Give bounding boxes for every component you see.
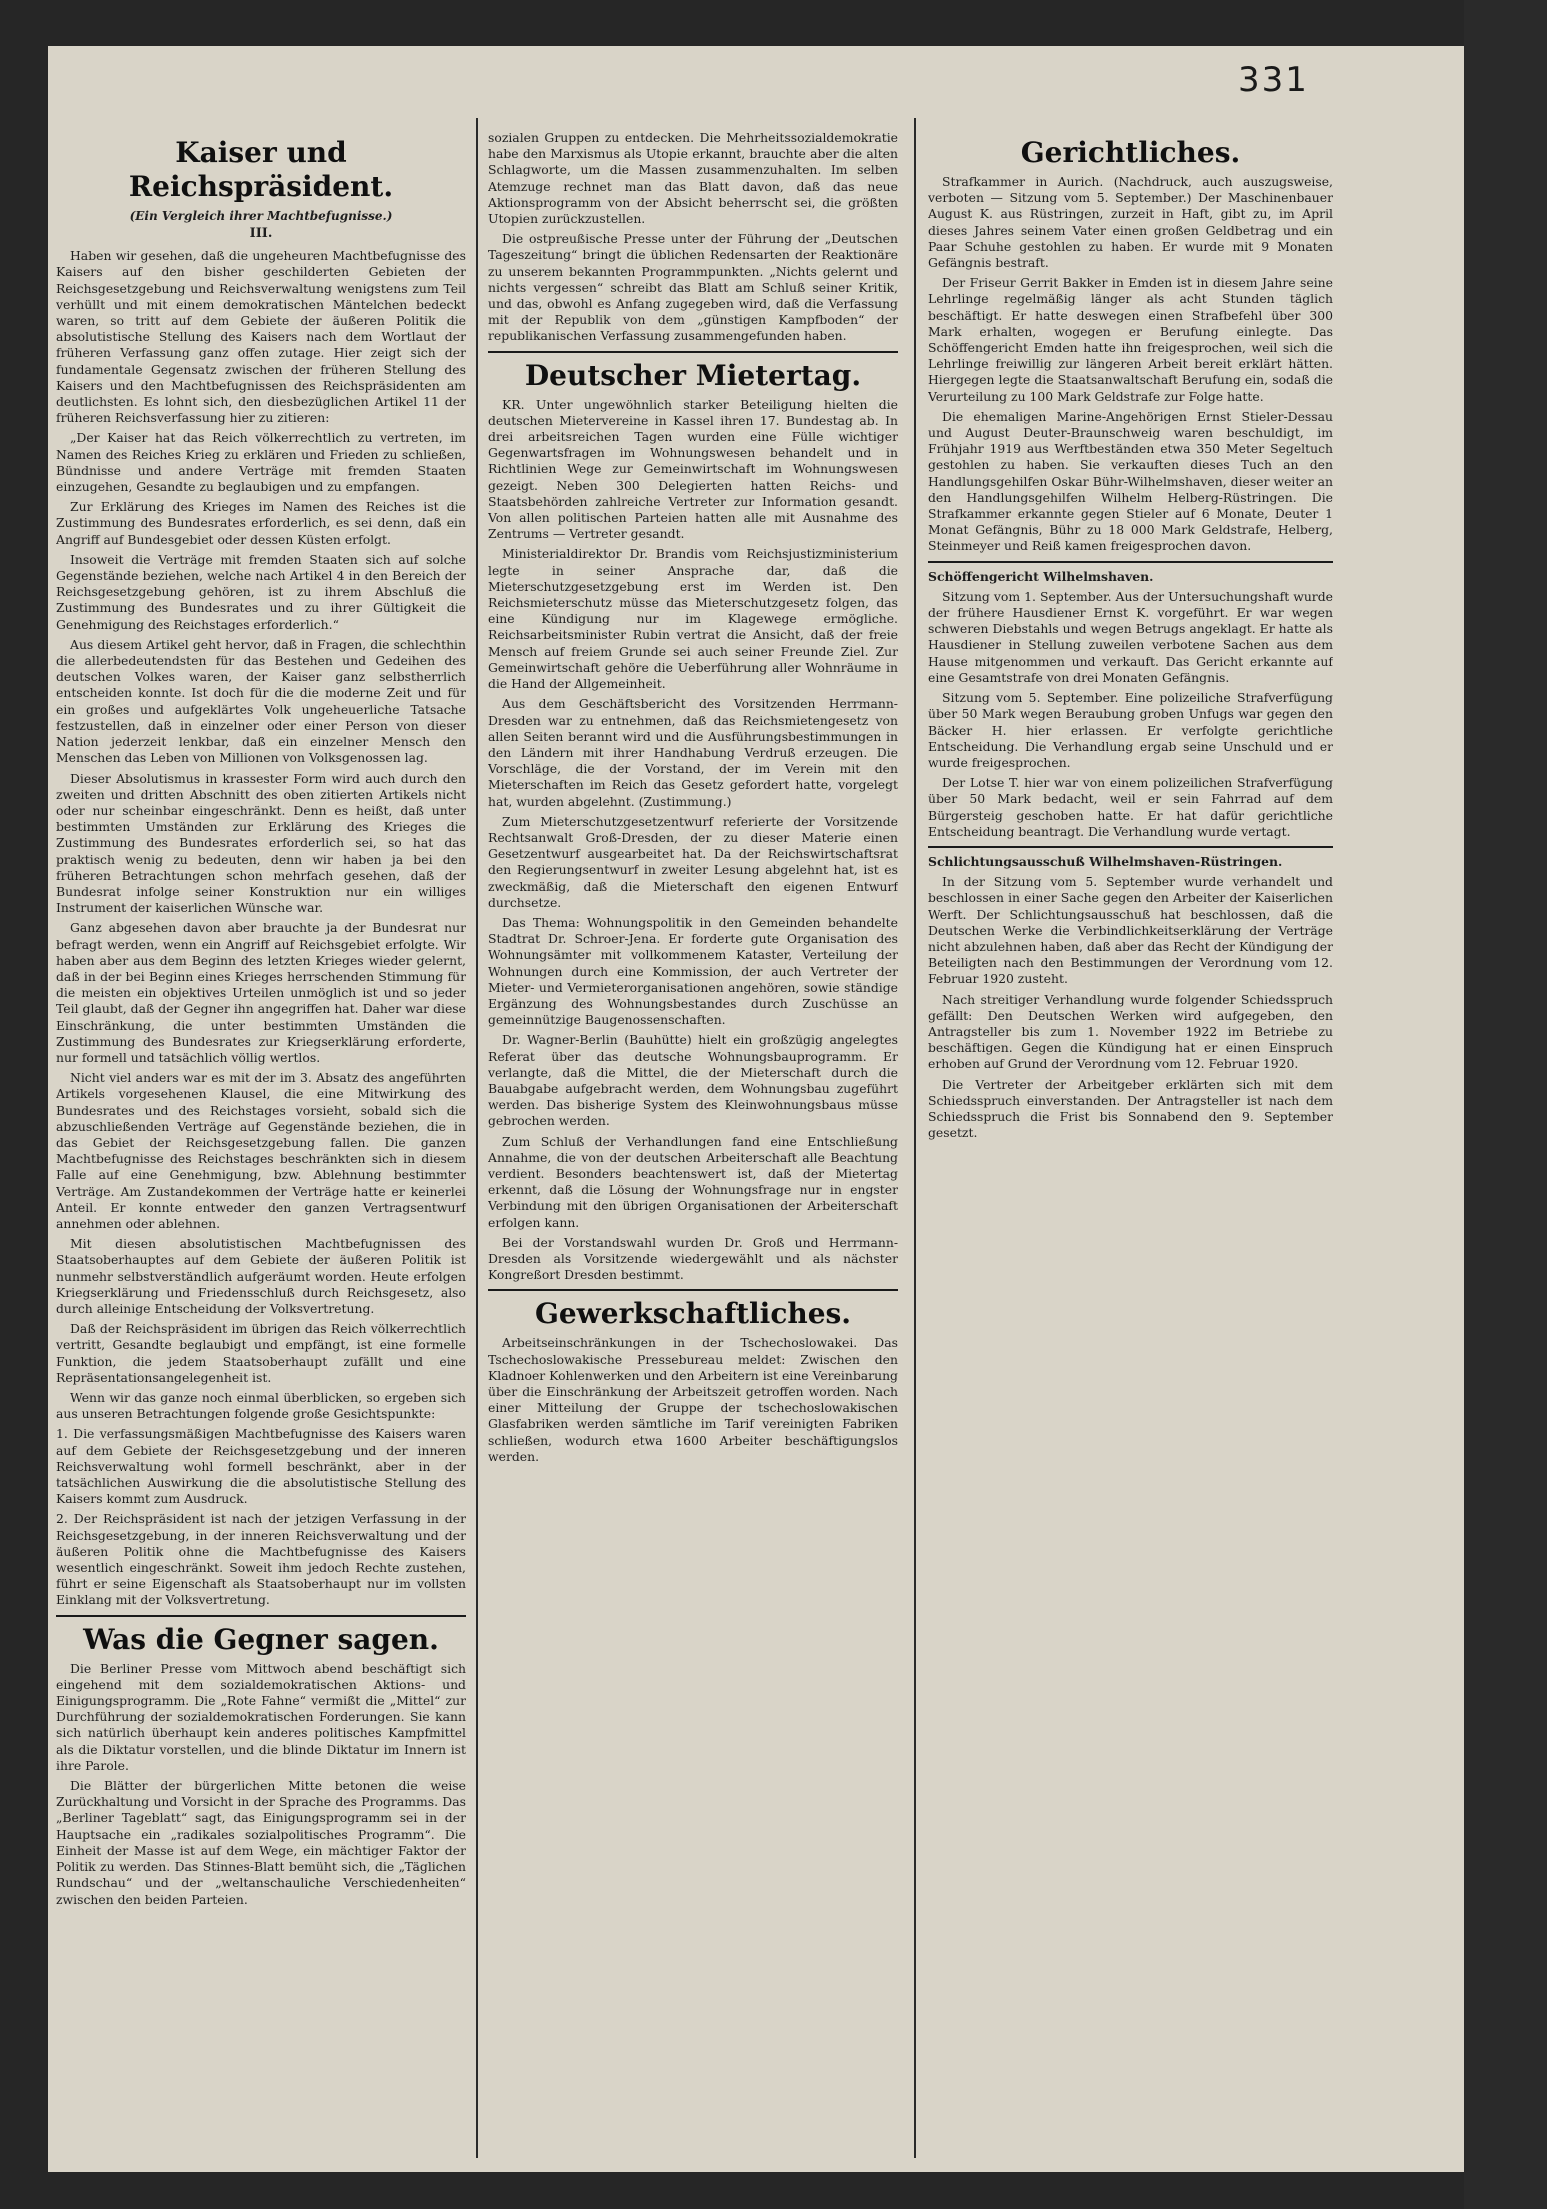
headline-kaiser: Kaiser und Reichspräsident. bbox=[128, 136, 394, 203]
paragraph: Aus diesem Artikel geht hervor, daß in Fragen, die schlechthin die allerbedeutendsten für das Bestehen und Gedeihen des deutschen Volkes waren, der Kaiser ganz selbstherrlich entscheiden konnte. Ist doch für die die moderne Zeit und für ein großes und aufgeklärtes Volk ungeheuerliche Tatsache festzustellen, daß in einzelner oder einer Person von dieser Nation jederzeit lenkbar, daß ein einzelner Mensch den Menschen das Leben von Millionen von Volksgenossen lag. bbox=[56, 636, 466, 766]
paragraph: Der Friseur Gerrit Bakker in Emden ist in diesem Jahre seine Lehrlinge regelmäßig länger als acht Stunden täglich beschäftigt. Er hatte deswegen einen Strafbefehl über 300 Mark erhalten, wogegen er Berufung einlegte. Das Schöffengericht Emden hatte ihn freigesprochen, weil sich die Lehrlinge freiwillig zur längeren Arbeit bereit erklärt hätten. Hiergegen legte die Staatsanwaltschaft Berufung ein, sodaß die Verurteilung zu 100 Mark Geldstrafe zur Folge hatte. bbox=[928, 275, 1333, 404]
paragraph: Strafkammer in Aurich. (Nachdruck, auch auszugsweise, verboten — Sitzung vom 5. September.) Der Maschinenbauer August K. aus Rüstringen, zurzeit in Haft, gibt zu, im April dieses Jahres seinem Vater einen großen Geldbetrag und ein Paar Schuhe gestohlen zu haben. Er wurde mit 9 Monaten Gefängnis bestraft. bbox=[928, 174, 1333, 271]
column-3 bbox=[928, 130, 1333, 2160]
paragraph: Die Blätter der bürgerlichen Mitte betonen die weise Zurückhaltung und Vorsicht in der Sprache des Programms. Das „Berliner Tageblatt“ sagt, das Einigungsprogramm sei in der Hauptsache ein „radikales sozialpolitisches Programm“. Die Einheit der Masse ist auf dem Wege, ein mächtiger Faktor der Politik zu werden. Das Stinnes-Blatt bemüht sich, die „Täglichen Rundschau“ und der „weltanschauliche Verschiedenheiten“ zwischen den beiden Parteien. bbox=[56, 1778, 466, 1907]
numbered-point: 1. Die verfassungsmäßigen Machtbefugnisse des Kaisers waren auf dem Gebiete der Reichsgesetzgebung und der inneren Reichsverwaltung wohl formell beschränkt, aber in der tatsächlichen Auswirkung die die absolutistische Stellung des Kaisers kommt zum Ausdruck. bbox=[56, 1426, 466, 1507]
headline-gewerkschaftliches: Gewerkschaftliches. bbox=[534, 1297, 852, 1331]
paragraph: Dieser Absolutismus in krassester Form wird auch durch den zweiten und dritten Abschnitt des oben zitierten Artikels nicht oder nur scheinbar eingeschränkt. Denn es heißt, daß unter bestimmten Umständen zur Erklärung des Krieges die Zustimmung des Bundesrates erforderlich sei, so hat das praktisch wenig zu bedeuten, denn wir haben ja bei den früheren Betrachtungen schon mehrfach gesehen, daß der Bundesrat infolge seiner Konstruktion nur ein williges Instrument der kaiserlichen Wünsche war. bbox=[56, 770, 466, 916]
paragraph: Zum Mieterschutzgesetzentwurf referierte der Vorsitzende Rechtsanwalt Groß-Dresden, der zu dieser Materie einen Gesetzentwurf ausgearbeitet hat. Da der Reichswirtschaftsrat den Regierungsentwurf in zweiter Lesung abgelehnt hat, ist es zweckmäßig, daß die Mieterschaft den eigenen Entwurf durchsetze. bbox=[488, 813, 898, 910]
paragraph: Daß der Reichspräsident im übrigen das Reich völkerrechtlich vertritt, Gesandte beglaubigt und empfängt, ist eine formelle Funktion, die jedem Staatsoberhaupt zufällt und eine Repräsentationsangelegenheit ist. bbox=[56, 1321, 466, 1385]
paragraph: Der Lotse T. hier war von einem polizeilichen Strafverfügung über 50 Mark bedacht, weil er sein Fahrrad auf dem Bürgersteig geschoben hatte. Er hat dafür gerichtliche Entscheidung beantragt. Die Verhandlung wurde vertagt. bbox=[928, 775, 1333, 839]
headline-gegner: Was die Gegner sagen. bbox=[83, 1622, 439, 1656]
headline-gerichtliches: Gerichtliches. bbox=[1020, 136, 1241, 169]
paragraph: Ganz abgesehen davon aber brauchte ja der Bundesrat nur befragt werden, wenn ein Angriff auf Reichsgebiet erfolgte. Wir haben aber aus dem Beginn des letzten Krieges wieder gelernt, daß in der bei Beginn eines Krieges herrschenden Stimmung für die meisten ein objektives Urteilen unmöglich ist und so jeder Teil glaubt, daß der Gegner ihn angegriffen hat. Daher war diese Einschränkung, die unter bestimmten Umständen die Zustimmung des Bundesrates zur Kriegserklärung erforderte, nur formell und tatsächlich völlig wertlos. bbox=[56, 920, 466, 1065]
paragraph: Ministerialdirektor Dr. Brandis vom Reichsjustizministerium legte in seiner Ansprache dar, daß die Mieterschutzgesetzgebung erst im Werden ist. Den Reichsmieterschutz müsse das Mieterschutzgesetz folgen, das eine Kündigung nur im Klagewege ermögliche. Reichsarbeitsminister Rubin vertrat die Ansicht, daß der freie Mensch auf freiem Grunde sei auch seiner Freunde Ziel. Zur Gemeinwirtschaft gehöre die Ueberführung aller Wohnräume in die Hand der Allgemeinheit. bbox=[488, 546, 898, 692]
headline-mietertag: Deutscher Mietertag. bbox=[524, 358, 862, 392]
paragraph: Arbeitseinschränkungen in der Tschechoslowakei. Das Tschechoslowakische Pressebureau meldet: Zwischen den Kladnoer Kohlenwerken und den Arbeitern ist eine Vereinbarung über die Einschränkung der Arbeitszeit getroffen worden. Nach einer Mitteilung der Gruppe der tschechoslowakischen Glasfabriken werden sämtliche im Tarif vereinigten Fabriken schließen, wodurch etwa 1600 Arbeiter beschäftigungslos werden. bbox=[488, 1335, 898, 1464]
paragraph: „Der Kaiser hat das Reich völkerrechtlich zu vertreten, im Namen des Reiches Krieg zu erklären und Frieden zu schließen, Bündnisse und andere Verträge mit fremden Staaten einzugehen, Gesandte zu beglaubigen und zu empfangen. bbox=[56, 430, 466, 495]
section-divider bbox=[56, 1615, 466, 1617]
scan-border-top bbox=[0, 0, 1464, 46]
paragraph: Die ostpreußische Presse unter der Führung der „Deutschen Tageszeitung“ bringt die üblichen Redensarten der Reaktionäre zu unserem bekannten Programmpunkten. „Nichts gelernt und nichts vergessen“ schreibt das Blatt am Schluß seiner Kritik, und das, obwohl es Anfang zugegeben wird, daß die Verfassung mit der Republik von dem „günstigen Kampfboden“ der republikanischen Verfassung zusammengefunden haben. bbox=[488, 231, 898, 344]
section-heading: Schlichtungsausschuß Wilhelmshaven-Rüstringen. bbox=[928, 853, 1283, 869]
column-rule-2 bbox=[914, 118, 916, 2158]
column-2 bbox=[488, 130, 898, 2160]
paragraph: Sitzung vom 5. September. Eine polizeiliche Strafverfügung über 50 Mark wegen Beraubung groben Unfugs war gegen den Bäcker H. hier erlassen. Er verfolgte gerichtliche Entscheidung. Die Verhandlung ergab seine Unschuld und er wurde freigesprochen. bbox=[928, 690, 1333, 770]
section-divider bbox=[488, 1289, 898, 1291]
paragraph: In der Sitzung vom 5. September wurde verhandelt und beschlossen in einer Sache gegen den Arbeiter der Kaiserlichen Werft. Der Schlichtungsausschuß hat beschlossen, daß die Deutschen Werke die Verbindlichkeitserklärung der Verträge nicht abzulehnen haben, daß aber das Recht der Kündigung der Beteiligten nach den Bestimmungen der Verordnung vom 12. Februar 1920 zusteht. bbox=[928, 874, 1333, 987]
section-heading: Schöffengericht Wilhelmshaven. bbox=[928, 568, 1154, 584]
paragraph: Sitzung vom 1. September. Aus der Untersuchungshaft wurde der frühere Hausdiener Ernst K. vorgeführt. Er war wegen schweren Diebstahls und wegen Betrugs angeklagt. Er hatte als Hausdiener in Stellung zuweilen verbotene Sachen aus dem Hause mitgenommen und verkauft. Das Gericht erkannte auf eine Gesamtstrafe von drei Monaten Gefängnis. bbox=[928, 588, 1333, 685]
paragraph: Insoweit die Verträge mit fremden Staaten sich auf solche Gegenstände beziehen, welche nach Artikel 4 in den Bereich der Reichsgesetzgebung gehören, ist zu ihrem Abschluß die Zustimmung des Bundesrates und zu ihrer Gültigkeit die Genehmigung des Reichstages erforderlich.“ bbox=[56, 551, 466, 632]
paragraph: Die ehemaligen Marine-Angehörigen Ernst Stieler-Dessau und August Deuter-Braunschweig waren beschuldigt, im Frühjahr 1919 aus Werftbeständen etwa 350 Meter Segeltuch gestohlen zu haben. Sie verkauften dieses Tuch an den Handlungsgehilfen Oskar Bühr-Wilhelmshaven, dieser weiter an den Handlungsgehilfen Wilhelm Helberg-Rüstringen. Die Strafkammer erkannte gegen Stieler auf 6 Monate, Deuter 1 Monat Gefängnis, Bühr zu 18 000 Mark Geldstrafe, Helberg, Steinmeyer und Reiß kamen freigesprochen davon. bbox=[928, 408, 1333, 554]
paragraph: sozialen Gruppen zu entdecken. Die Mehrheitssozialdemokratie habe den Marxismus als Utopie erkannt, brauchte aber die alten Schlagworte, um die Massen zusammenzuhalten. Im selben Atemzuge rechnet man das Blatt davon, daß das neue Aktionsprogramm von der Absicht beherrscht sei, die größten Utopien zurückzustellen. bbox=[488, 130, 898, 227]
section-divider bbox=[928, 846, 1333, 848]
paragraph: Bei der Vorstandswahl wurden Dr. Groß und Herrmann-Dresden als Vorsitzende wiedergewählt und als nächster Kongreßort Dresden bestimmt. bbox=[488, 1234, 898, 1283]
paragraph: Zum Schluß der Verhandlungen fand eine Entschließung Annahme, die von der deutschen Arbeiterschaft alle Beachtung verdient. Besonders beachtenswert ist, daß der Mietertag erkennt, daß die Lösung der Wohnungsfrage nur in engster Verbindung mit den übrigen Organisationen der Arbeiterschaft erfolgen kann. bbox=[488, 1133, 898, 1230]
paragraph: Nach streitiger Verhandlung wurde folgender Schiedsspruch gefällt: Den Deutschen Werken wird aufgegeben, den Antragsteller bis zum 1. November 1922 im Betriebe zu beschäftigen. Gegen die Kündigung hat er einen Einspruch erhoben auf Grund der Verordnung vom 12. Februar 1920. bbox=[928, 991, 1333, 1072]
page-edge bbox=[1464, 0, 1547, 2209]
scan-border-bottom bbox=[0, 2172, 1464, 2209]
paragraph: Das Thema: Wohnungspolitik in den Gemeinden behandelte Stadtrat Dr. Schroer-Jena. Er forderte gute Organisation des Wohnungsämter mit vollkommenem Kataster, Verteilung der Wohnungen durch eine Kommission, der auch Vertreter der Mieter- und Vermieterorganisationen angehören, sowie ständige Ergänzung des Wohnungsbestandes durch Zuschüsse an gemeinnützige Baugenossenschaften. bbox=[488, 914, 898, 1028]
paragraph: KR. Unter ungewöhnlich starker Beteiligung hielten die deutschen Mietervereine in Kassel ihren 17. Bundestag ab. In drei arbeitsreichen Tagen wurden eine Fülle wichtiger Gegenwartsfragen im Wohnungswesen behandelt und in Richtlinien Wege zur Gemeinwirtschaft im Wohnungswesen gezeigt. Neben 300 Delegierten hatten Reichs- und Staatsbehörden zahlreiche Vertreter zur Information gesandt. Von allen politischen Parteien hatten alle mit Ausnahme des Zentrums — Vertreter gesandt. bbox=[488, 396, 898, 542]
paragraph: Aus dem Geschäftsbericht des Vorsitzenden Herrmann-Dresden war zu entnehmen, daß das Reichsmietengesetz von allen Seiten berannt wird und die Ausführungsbestimmungen in den Ländern mit ihrer Handhabung Verdruß erzeugen. Die Vorschläge, die der Vorstand, der im Verein mit den Mieterschaften im Reich das Gesetz gefordert hatte, vorgelegt hat, wurden abgelehnt. (Zustimmung.) bbox=[488, 696, 898, 809]
column-rule-1 bbox=[476, 118, 478, 2158]
paragraph: Dr. Wagner-Berlin (Bauhütte) hielt ein großzügig angelegtes Referat über das deutsche Wohnungsbauprogramm. Er verlangte, daß die Mittel, die der Mieterschaft durch die Bauabgabe aufgebracht werden, dem Wohnungsbau zugeführt werden. Das bisherige System des Kleinwohnungsbaus müsse gebrochen werden. bbox=[488, 1032, 898, 1129]
subheadline: (Ein Vergleich ihrer Machtbefugnisse.) bbox=[129, 209, 393, 223]
paragraph: Zur Erklärung des Krieges im Namen des Reiches ist die Zustimmung des Bundesrates erforderlich, es sei denn, daß ein Angriff auf Bundesgebiet oder dessen Küsten erfolgt. bbox=[56, 499, 466, 547]
paragraph: Mit diesen absolutistischen Machtbefugnissen des Staatsoberhauptes auf dem Gebiete der äußeren Politik ist nunmehr selbstverständlich aufgeräumt worden. Heute erfolgen Kriegserklärung und Friedensschluß durch Reichsgesetz, also durch alleinige Entscheidung der Volksvertretung. bbox=[56, 1236, 466, 1316]
part-number: III. bbox=[249, 226, 273, 241]
section-divider bbox=[488, 351, 898, 353]
scan-border-left bbox=[0, 0, 48, 2209]
numbered-point: 2. Der Reichspräsident ist nach der jetzigen Verfassung in der Reichsgesetzgebung, in der inneren Reichsverwaltung und der äußeren Politik ohne die Machtbefugnisse des Kaisers wesentlich eingeschränkt. Soweit ihm jedoch Rechte zustehen, führt er seine Eigenschaft als Staatsoberhaupt nur im vollsten Einklang mit der Volksvertretung. bbox=[56, 1511, 466, 1608]
paragraph: Haben wir gesehen, daß die ungeheuren Machtbefugnisse des Kaisers auf den bisher geschilderten Gebieten der Reichsgesetzgebung und Reichsverwaltung wenigstens zum Teil verhüllt und mit einem demokratischen Mäntelchen bedeckt waren, so tritt auf dem Gebiete der äußeren Politik die absolutistische Stellung des Kaisers nach dem Wortlaut der früheren Verfassung ganz offen zutage. Hier zeigt sich der fundamentale Gegensatz zwischen der früheren Stellung des Kaisers und den Machtbefugnissen des Reichspräsidenten am deutlichsten. Es lohnt sich, den diesbezüglichen Artikel 11 der früheren Reichsverfassung hier zu zitieren: bbox=[56, 248, 466, 426]
paragraph: Nicht viel anders war es mit der im 3. Absatz des angeführten Artikels vorgesehenen Klausel, die eine Mitwirkung des Bundesrates und des Reichstages vorsieht, sobald sich die abzuschließenden Verträge auf Gegenstände beziehen, die in das Gebiet der Reichsgesetzgebung fallen. Die ganzen Machtbefugnisse des Reichstages beschränkten sich in diesem Falle auf eine Genehmigung, bzw. Ablehnung bestimmter Verträge. Am Zustandekommen der Verträge hatte er keinerlei Anteil. Er konnte entweder den ganzen Vertragsentwurf annehmen oder ablehnen. bbox=[56, 1070, 466, 1231]
page-number: 331 bbox=[1238, 60, 1309, 100]
column-1 bbox=[56, 130, 466, 2160]
section-divider bbox=[928, 561, 1333, 563]
paragraph: Wenn wir das ganze noch einmal überblicken, so ergeben sich aus unseren Betrachtungen folgende große Gesichtspunkte: bbox=[56, 1390, 466, 1422]
paragraph: Die Vertreter der Arbeitgeber erklärten sich mit dem Schiedsspruch einverstanden. Der Antragsteller ist nach dem Schiedsspruch die Frist bis Sonnabend den 9. September gesetzt. bbox=[928, 1076, 1333, 1141]
paragraph: Die Berliner Presse vom Mittwoch abend beschäftigt sich eingehend mit dem sozialdemokratischen Aktions- und Einigungsprogramm. Die „Rote Fahne“ vermißt die „Mittel“ zur Durchführung der sozialdemokratischen Forderungen. Sie kann sich natürlich überhaupt kein anderes politisches Kampfmittel als die Diktatur vorstellen, und die blinde Diktatur im Innern ist ihre Parole. bbox=[56, 1660, 466, 1773]
